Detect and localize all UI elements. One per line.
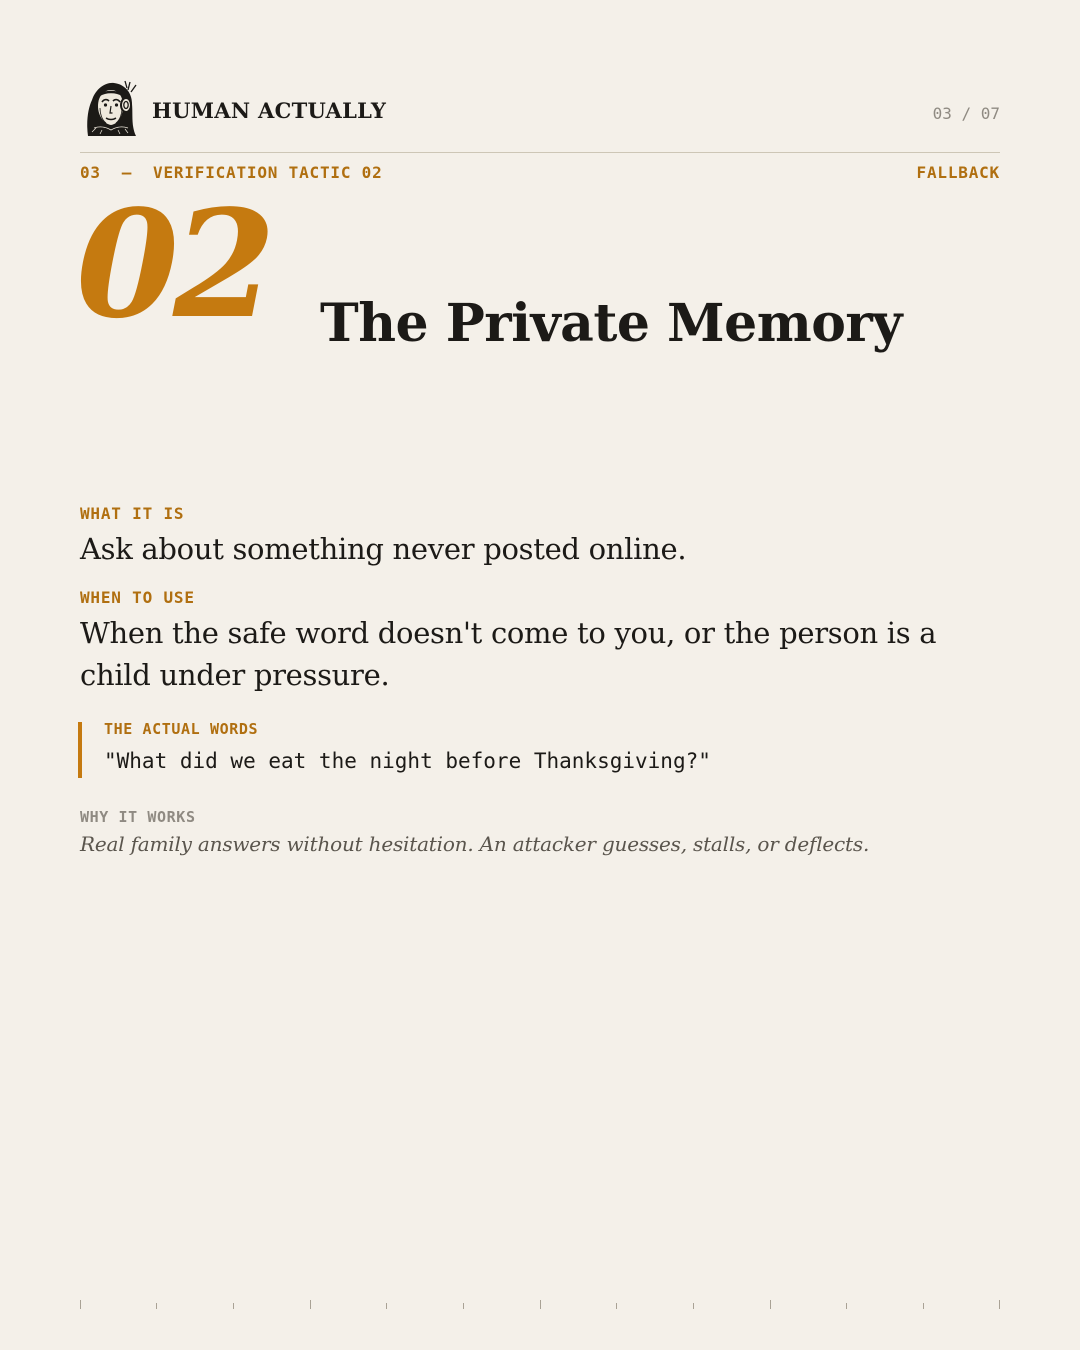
ruler-tick [999,1300,1000,1309]
actual-words-quote: "What did we eat the night before Thanksgiving?" [104,749,711,773]
section-kicker: 03 — VERIFICATION TACTIC 02 [80,163,383,182]
why-it-works-label: WHY IT WORKS [80,808,196,826]
fallback-tag: FALLBACK [916,163,1000,182]
what-it-is-label: WHAT IT IS [80,504,185,523]
when-to-use-text: When the safe word doesn't come to you, or the person is a child under pressure. [80,616,937,692]
ruler-tick [540,1300,541,1309]
actual-words-label: THE ACTUAL WORDS [104,720,259,738]
ruler-tick [80,1300,81,1309]
ruler-tick [386,1303,387,1309]
ruler-tick [233,1303,234,1309]
ruler-tick [310,1300,311,1309]
ruler-tick [616,1303,617,1309]
page-title: The Private Memory [320,293,903,354]
ruler-tick [846,1303,847,1309]
brand-name: HUMAN ACTUALLY [152,98,387,123]
bottom-ruler [80,1300,1000,1312]
ruler-tick [923,1303,924,1309]
ruler-tick [463,1303,464,1309]
woman-with-headphones-logo-icon [80,78,140,138]
tactic-number: 02 [76,177,270,351]
ruler-tick [156,1303,157,1309]
page-counter: 03 / 07 [932,104,1000,123]
ruler-tick [770,1300,771,1309]
header-divider [80,152,1000,153]
why-it-works-text: Real family answers without hesitation. An attacker guesses, stalls, or deflects. [80,832,870,856]
what-it-is-text: Ask about something never posted online. [80,532,687,566]
when-to-use-label: WHEN TO USE [80,588,195,607]
ruler-tick [693,1303,694,1309]
quote-accent-bar [78,722,82,778]
header [80,78,1000,150]
